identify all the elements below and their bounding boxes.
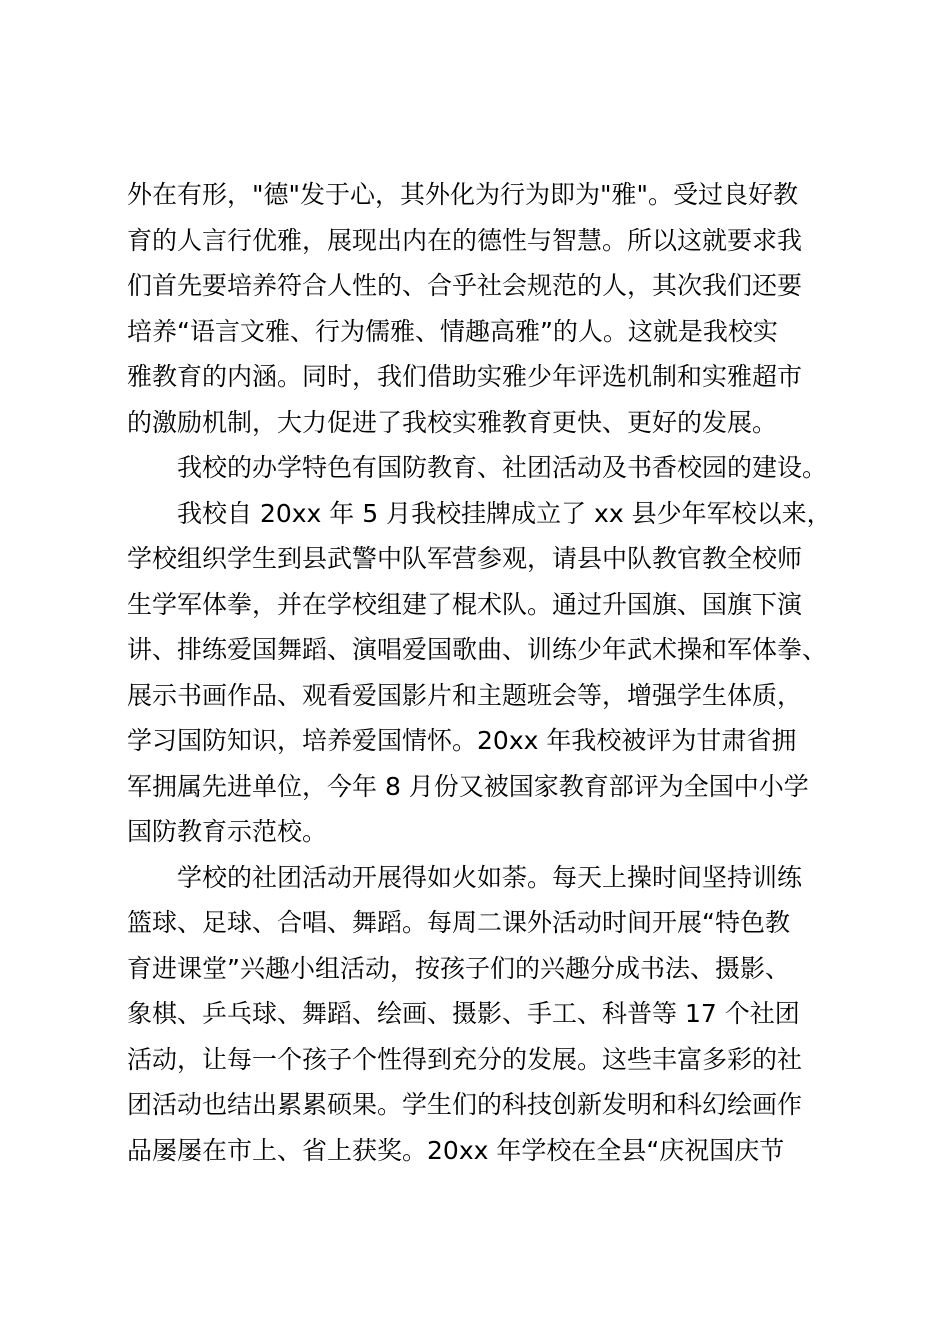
text-line: 活动，让每一个孩子个性得到充分的发展。这些丰富多彩的社 [127, 1044, 803, 1074]
text-line: 团活动也结出累累硕果。学生们的科技创新发明和科幻绘画作 [127, 1090, 803, 1119]
text-line: 象棋、乒乓球、舞蹈、绘画、摄影、手工、科普等 17 个社团 [127, 999, 800, 1028]
body-text [127, 172, 842, 1173]
text-line: 展示书画作品、观看爱国影片和主题班会等，增强学生体质， [127, 680, 803, 710]
text-line: 国防教育示范校。 [127, 817, 328, 846]
text-line: 生学军体拳，并在学校组建了棍术队。通过升国旗、国旗下演 [127, 589, 803, 619]
text-line: 们首先要培养符合人性的、合乎社会规范的人，其次我们还要 [127, 271, 803, 300]
text-line: 育的人言行优雅，展现出内在的德性与智慧。所以这就要求我 [127, 225, 803, 255]
text-line: 学习国防知识，培养爱国情怀。20xx 年我校被评为甘肃省拥 [127, 726, 797, 755]
text-line: 雅教育的内涵。同时，我们借助实雅少年评选机制和实雅超市 [127, 362, 803, 391]
paragraph-start-line: 我校自 20xx 年 5 月我校挂牌成立了 xx 县少年军校以来， [177, 498, 832, 528]
text-line: 外在有形，"德"发于心，其外化为行为即为"雅"。受过良好教 [127, 180, 798, 209]
text-line: 军拥属先进单位，今年 8 月份又被国家教育部评为全国中小学 [127, 771, 809, 801]
text-line: 篮球、足球、合唱、舞蹈。每周二课外活动时间开展“特色教 [127, 908, 790, 937]
text-line: 学校组织学生到县武警中队军营参观，请县中队教官教全校师 [127, 544, 803, 573]
text-line: 讲、排练爱国舞蹈、演唱爱国歌曲、训练少年武术操和军体拳、 [127, 635, 828, 664]
text-line: 的激励机制，大力促进了我校实雅教育更快、更好的发展。 [127, 407, 778, 437]
paragraph-start-line: 学校的社团活动开展得如火如荼。每天上操时间坚持训练 [177, 862, 803, 892]
paragraph-start-line: 我校的办学特色有国防教育、社团活动及书香校园的建设。 [177, 453, 828, 482]
text-line: 品屡屡在市上、省上获奖。20xx 年学校在全县“庆祝国庆节 [127, 1135, 785, 1165]
text-line: 培养“语言文雅、行为儒雅、情趣高雅”的人。这就是我校实 [127, 316, 778, 346]
text-line: 育进课堂”兴趣小组活动，按孩子们的兴趣分成书法、摄影、 [127, 953, 790, 983]
